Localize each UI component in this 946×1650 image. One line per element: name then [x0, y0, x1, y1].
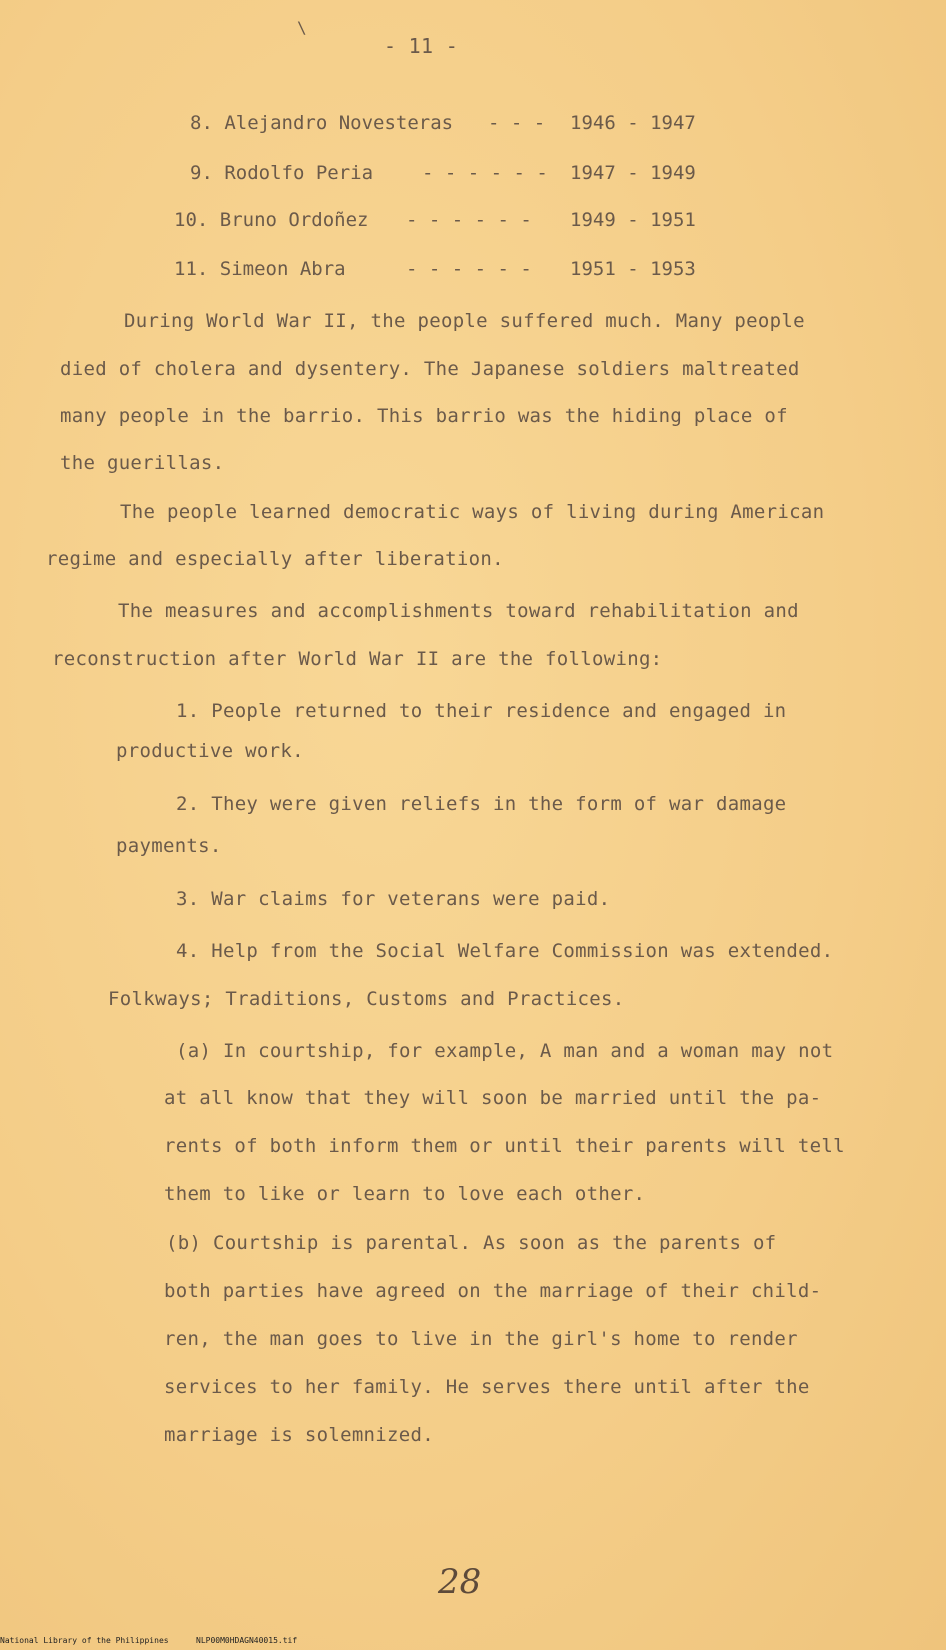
paragraph-line: them to like or learn to love each other. [164, 1183, 646, 1205]
officer-name: 10. Bruno Ordoñez [174, 209, 369, 231]
paragraph-line: both parties have agreed on the marriage of their child- [164, 1280, 822, 1302]
section-heading: Folkways; Traditions, Customs and Practices. [108, 988, 625, 1010]
paragraph-line: services to her family. He serves there until after the [164, 1376, 810, 1398]
paragraph-line: During World War II, the people suffered much. Many people [124, 310, 805, 332]
list-item: 3. War claims for veterans were paid. [176, 888, 611, 910]
scan-footer [0, 1636, 298, 1645]
officer-dashes: - - - - - - [406, 209, 532, 231]
paragraph-line: marriage is solemnized. [164, 1424, 434, 1446]
officer-years: 1951 - 1953 [570, 258, 696, 280]
officer-name: 11. Simeon Abra [174, 258, 346, 280]
officer-dashes: - - - - - - [406, 258, 532, 280]
officer-years: 1946 - 1947 [570, 112, 696, 134]
paragraph-line: at all know that they will soon be married until the pa- [164, 1087, 822, 1109]
library-name: National Library of the Philippines [0, 1636, 169, 1645]
officer-name: 9. Rodolfo Peria [190, 162, 374, 184]
paragraph-line: (b) Courtship is parental. As soon as the parents of [166, 1232, 777, 1254]
officer-years: 1947 - 1949 [570, 162, 696, 184]
pencil-mark: \ [297, 18, 307, 37]
officer-years: 1949 - 1951 [570, 209, 696, 231]
paragraph-line: The measures and accomplishments toward rehabilitation and [118, 600, 799, 622]
list-item-continued: productive work. [116, 740, 304, 762]
paragraph-line: The people learned democratic ways of living during American [120, 501, 825, 523]
officer-name: 8. Alejandro Novesteras [190, 112, 454, 134]
file-id: NLP00M0HDAGN40015.tif [196, 1636, 298, 1645]
handwritten-page-number: 28 [438, 1562, 482, 1602]
paragraph-line: rents of both inform them or until their parents will tell [164, 1135, 845, 1157]
paragraph-line: many people in the barrio. This barrio was the hiding place of [60, 405, 788, 427]
paragraph-line: (a) In courtship, for example, A man and a woman may not [176, 1040, 834, 1062]
list-item: 2. They were given reliefs in the form of war damage [176, 793, 787, 815]
paragraph-line: ren, the man goes to live in the girl's home to render [164, 1328, 798, 1350]
list-item: 4. Help from the Social Welfare Commission was extended. [176, 940, 834, 962]
list-item: 1. People returned to their residence and engaged in [176, 700, 787, 722]
officer-dashes: - - - [488, 112, 546, 134]
paragraph-line: reconstruction after World War II are the following: [52, 648, 663, 670]
paragraph-line: the guerillas. [60, 452, 225, 474]
officer-dashes: - - - - - - [422, 162, 548, 184]
page-number: - 11 - [384, 34, 459, 58]
paragraph-line: regime and especially after liberation. [46, 548, 504, 570]
list-item-continued: payments. [116, 835, 222, 857]
paragraph-line: died of cholera and dysentery. The Japanese soldiers maltreated [60, 358, 800, 380]
